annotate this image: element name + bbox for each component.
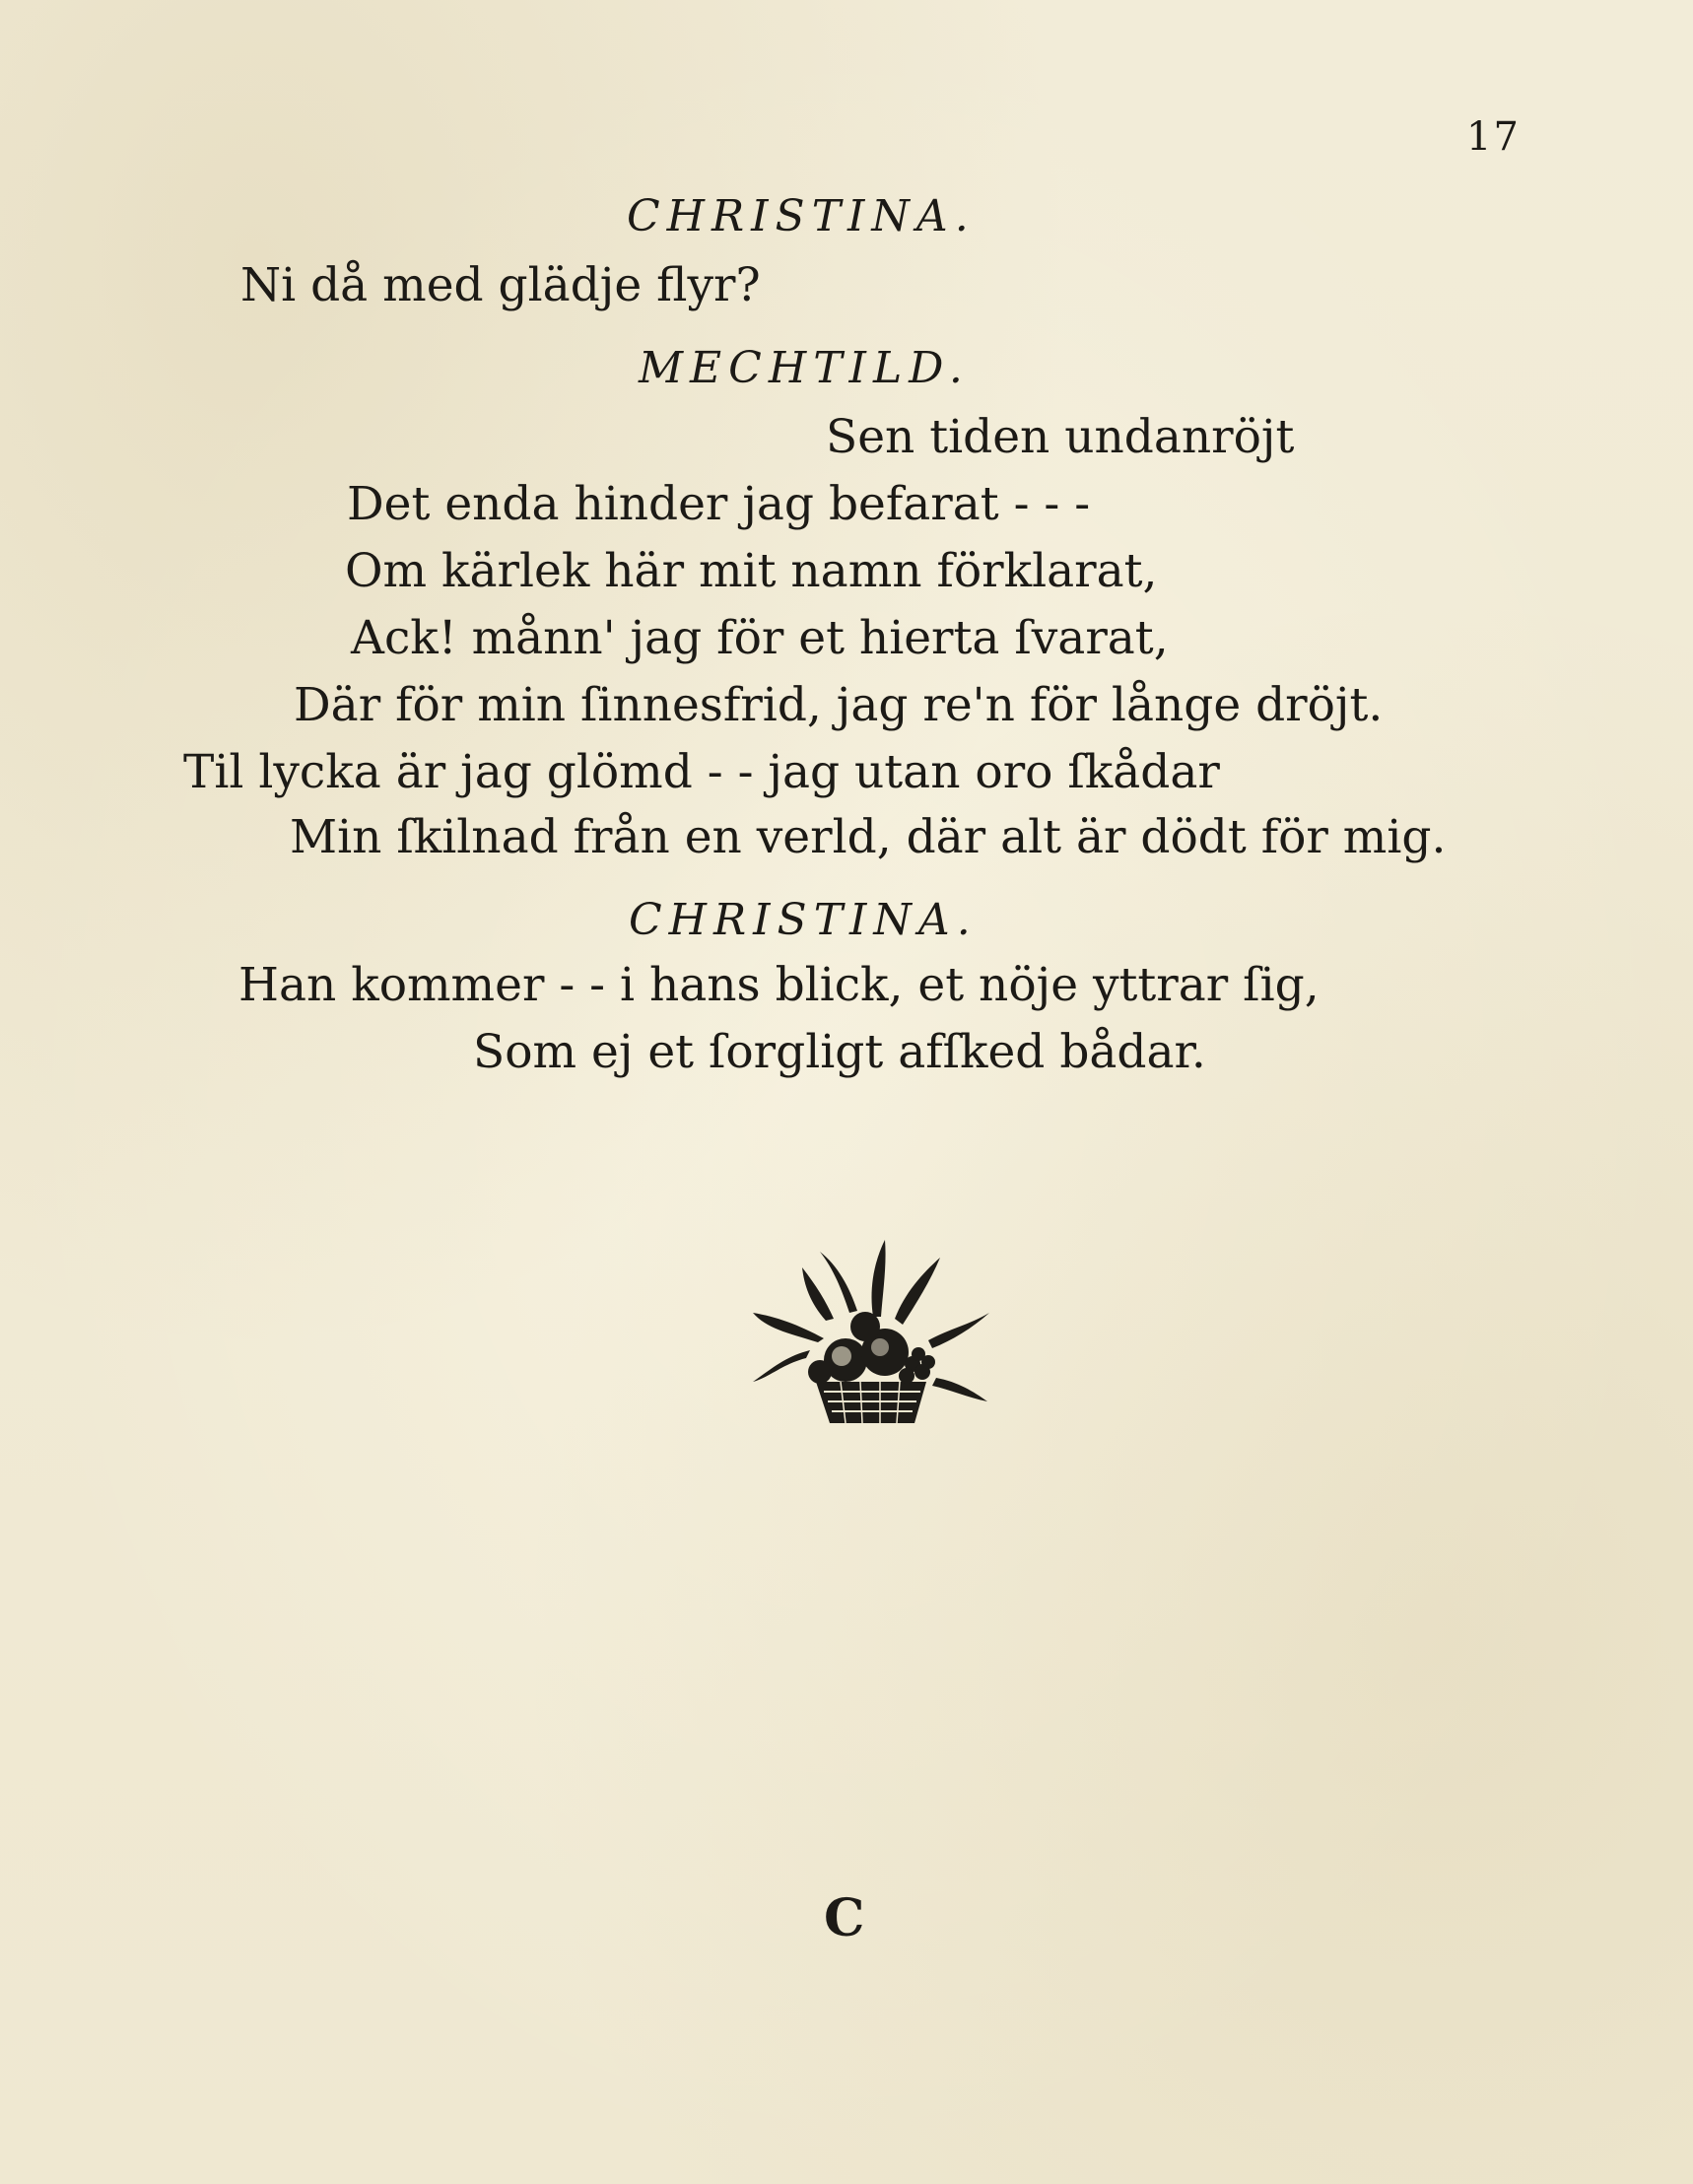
verse-line: Som ej et ſorgligt afſked bådar. bbox=[473, 1025, 1206, 1079]
verse-line: Om kärlek här mit namn förklarat, bbox=[345, 544, 1158, 598]
page-number: 17 bbox=[1466, 114, 1521, 160]
speaker-christina: CHRISTINA. bbox=[627, 191, 976, 241]
verse-line: Där för min ſinnesfrid, jag re'n för långe dröjt. bbox=[294, 678, 1384, 732]
verse-line: Det enda hinder jag befarat - - - bbox=[347, 477, 1091, 531]
verse-line: Ni då med glädje flyr? bbox=[240, 258, 761, 312]
speaker-christina: CHRISTINA. bbox=[629, 895, 978, 945]
verse-line: Til lycka är jag glömd - - jag utan oro ſkådar bbox=[183, 745, 1220, 799]
fruit-basket-ornament-icon bbox=[747, 1234, 995, 1431]
signature-mark: C bbox=[824, 1888, 865, 1948]
verse-line: Sen tiden undanröjt bbox=[826, 410, 1295, 464]
verse-line: Han kommer - - i hans blick, et nöje yttrar ſig, bbox=[238, 958, 1320, 1012]
verse-line: Min ſkilnad från en verld, där alt är dödt för mig. bbox=[290, 810, 1447, 864]
verse-line: Ack! månn' jag för et hierta ſvarat, bbox=[351, 611, 1169, 665]
speaker-mechtild: MECHTILD. bbox=[639, 343, 970, 393]
